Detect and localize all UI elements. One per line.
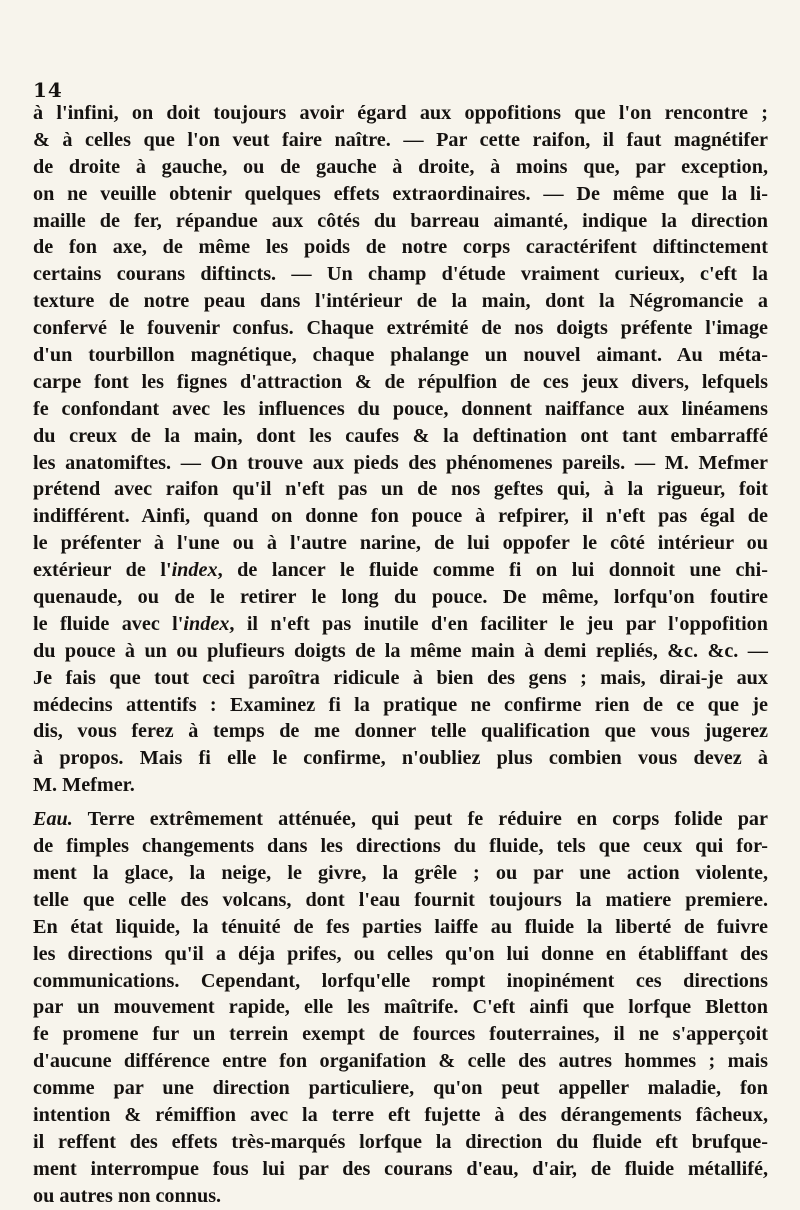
text-line: carpe font les fignes d'attraction & de répulfion de ces jeux divers, lefquels	[33, 370, 768, 393]
page-number: 14	[33, 78, 63, 102]
text-line: de droite à gauche, ou de gauche à droite, à moins que, par exception,	[33, 155, 768, 178]
text-line: à l'infini, on doit toujours avoir égard aux oppofitions que l'on rencontre ;	[33, 102, 768, 124]
text-line: du pouce à un ou plufieurs doigts de la même main à demi repliés, &c. &c. —	[33, 639, 768, 662]
text-line: comme par une direction particuliere, qu'on peut appeller maladie, fon	[33, 1077, 768, 1100]
text-line: il reffent des effets très-marqués lorfque la direction du fluide eft brufque-	[33, 1130, 768, 1153]
text-line: confervé le fouvenir confus. Chaque extrémité de nos doigts préfente l'image	[33, 317, 768, 340]
text-line: quenaude, ou de le retirer le long du pouce. De même, lorfqu'on foutire	[33, 586, 768, 609]
italic-word: index	[171, 559, 218, 582]
text-line: ment interrompue fous lui par des courans d'eau, d'air, de fluide métallifé,	[33, 1157, 768, 1180]
text-line: médecins attentifs : Examinez fi la pratique ne confirme rien de ce que je	[33, 693, 768, 716]
text-line: de fon axe, de même les poids de notre corps caractérifent diftinctement	[33, 236, 768, 259]
text-line: En état liquide, la ténuité de fes parties laiffe au fluide la liberté de fuivre	[33, 915, 768, 938]
text-line: prétend avec raifon qu'il n'eft pas un de nos geftes qui, à la rigueur, foit	[33, 478, 768, 501]
text-line: Eau. Terre extrêmement atténuée, qui peut fe réduire en corps folide par	[33, 808, 768, 831]
italic-word: index	[183, 612, 230, 635]
text-line: maille de fer, répandue aux côtés du barreau aimanté, indique la direction	[33, 209, 768, 232]
italic-word: Eau.	[33, 808, 73, 831]
text-line: fe confondant avec les influences du pouce, donnent naiffance aux linéamens	[33, 397, 768, 420]
paragraph-eau	[33, 806, 768, 1209]
text-line: on ne veuille obtenir quelques effets extraordinaires. — De même que la li-	[33, 182, 768, 205]
text-line: par un mouvement rapide, elle les maîtrife. C'eft ainfi que lorfque Bletton	[33, 996, 768, 1019]
text-line: certains courans diftincts. — Un champ d'étude vraiment curieux, c'eft la	[33, 263, 768, 286]
text-line: & à celles que l'on veut faire naître. — Par cette raifon, il faut magnétifer	[33, 128, 768, 151]
text-line: intention & rémiffion avec la terre eft fujette à des dérangements fâcheux,	[33, 1103, 768, 1126]
text-line: Je fais que tout ceci paroîtra ridicule à bien des gens ; mais, dirai-je aux	[33, 666, 768, 689]
text-line: le préfenter à l'une ou à l'autre narine, de lui oppofer le côté intérieur ou	[33, 532, 768, 555]
text-line: communications. Cependant, lorfqu'elle rompt inopinément ces directions	[33, 969, 768, 992]
text-line: texture de notre peau dans l'intérieur de la main, dont la Négromancie a	[33, 290, 768, 313]
text-line: ment la glace, la neige, le givre, la grêle ; ou par une action violente,	[33, 861, 768, 884]
text-line: fe promene fur un terrein exempt de fources fouterraines, il ne s'apperçoit	[33, 1023, 768, 1046]
text-line: le fluide avec l'index, il n'eft pas inutile d'en faciliter le jeu par l'oppofition	[33, 612, 769, 635]
text-line: les directions qu'il a déja prifes, ou celles qu'on lui donne en établiffant des	[33, 942, 768, 965]
text-line: M. Mefmer.	[33, 774, 135, 797]
text-line: du creux de la main, dont les caufes & la deftination ont tant embarraffé	[33, 424, 768, 447]
text-line: d'un tourbillon magnétique, chaque phalange un nouvel aimant. Au méta-	[33, 344, 768, 367]
text-line: les anatomiftes. — On trouve aux pieds des phénomenes pareils. — M. Mefmer	[33, 451, 768, 474]
text-line: de fimples changements dans les directions du fluide, tels que ceux qui for-	[33, 835, 768, 858]
text-line: ou autres non connus.	[33, 1184, 222, 1207]
text-line: extérieur de l'index, de lancer le fluide comme fi on lui donnoit une chi-	[33, 559, 768, 582]
paragraph-magnetism	[33, 100, 768, 799]
body-text	[33, 100, 768, 1210]
text-line: dis, vous ferez à temps de me donner telle qualification que vous jugerez	[33, 720, 768, 743]
text-line: à propos. Mais fi elle le confirme, n'oubliez plus combien vous devez à	[33, 747, 768, 770]
paragraph-gap	[33, 799, 768, 806]
text-line: indifférent. Ainfi, quand on donne fon pouce à refpirer, il n'eft pas égal de	[33, 505, 768, 528]
text-line: d'aucune différence entre fon organifation & celle des autres hommes ; mais	[33, 1050, 768, 1073]
text-line: telle que celle des volcans, dont l'eau fournit toujours la matiere premiere.	[33, 888, 768, 911]
